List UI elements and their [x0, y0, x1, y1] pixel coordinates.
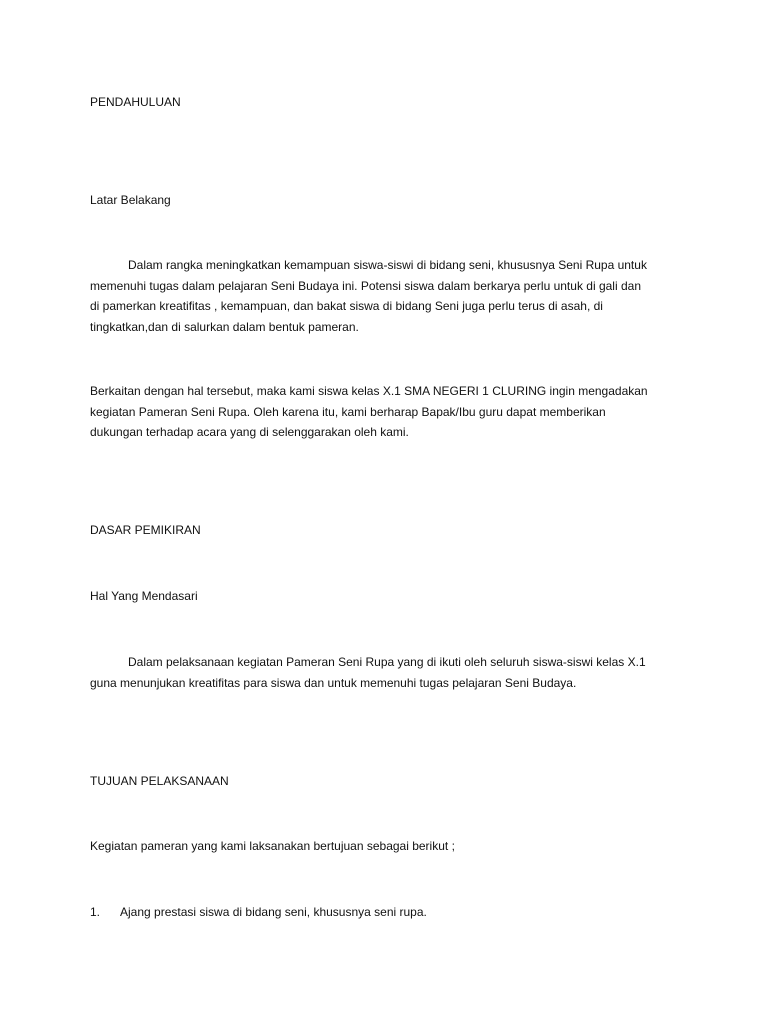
- paragraph-line: Dalam pelaksanaan kegiatan Pameran Seni Rupa yang di ikuti oleh seluruh siswa-siswi kelas X.1: [128, 655, 646, 669]
- heading-tujuan-pelaksanaan: TUJUAN PELAKSANAAN: [90, 774, 229, 788]
- list-item: [90, 902, 427, 922]
- list-item-number: 1.: [90, 905, 101, 919]
- subheading-latar-belakang: Latar Belakang: [90, 193, 171, 207]
- heading-dasar-pemikiran: DASAR PEMIKIRAN: [90, 523, 201, 537]
- paragraph-hal-yang-mendasari: [90, 652, 680, 693]
- paragraph-tujuan-intro: Kegiatan pameran yang kami laksanakan bertujuan sebagai berikut ;: [90, 839, 455, 853]
- paragraph-latar-belakang-2: [90, 381, 680, 443]
- subheading-hal-yang-mendasari: Hal Yang Mendasari: [90, 589, 198, 603]
- paragraph-line: kegiatan Pameran Seni Rupa. Oleh karena itu, kami berharap Bapak/Ibu guru dapat memberikan: [90, 404, 606, 419]
- paragraph-line: Berkaitan dengan hal tersebut, maka kami siswa kelas X.1 SMA NEGERI 1 CLURING ingin mengadakan: [90, 384, 648, 398]
- heading-pendahuluan: PENDAHULUAN: [90, 95, 181, 109]
- list-item-text: Ajang prestasi siswa di bidang seni, khususnya seni rupa.: [120, 905, 427, 919]
- paragraph-line: di pamerkan kreatifitas , kemampuan, dan bakat siswa di bidang Seni juga perlu terus di asah, di: [90, 299, 603, 313]
- paragraph-line: tingkatkan,dan di salurkan dalam bentuk pameran.: [90, 319, 359, 334]
- paragraph-line: dukungan terhadap acara yang di selenggarakan oleh kami.: [90, 425, 409, 439]
- paragraph-line: memenuhi tugas dalam pelajaran Seni Budaya ini. Potensi siswa dalam berkarya perlu untuk di gali dan: [90, 278, 641, 293]
- paragraph-line: Dalam rangka meningkatkan kemampuan siswa-siswi di bidang seni, khususnya Seni Rupa untuk: [128, 258, 647, 272]
- paragraph-line: guna menunjukan kreatifitas para siswa dan untuk memenuhi tugas pelajaran Seni Budaya.: [90, 675, 577, 690]
- paragraph-latar-belakang-1: [90, 255, 680, 337]
